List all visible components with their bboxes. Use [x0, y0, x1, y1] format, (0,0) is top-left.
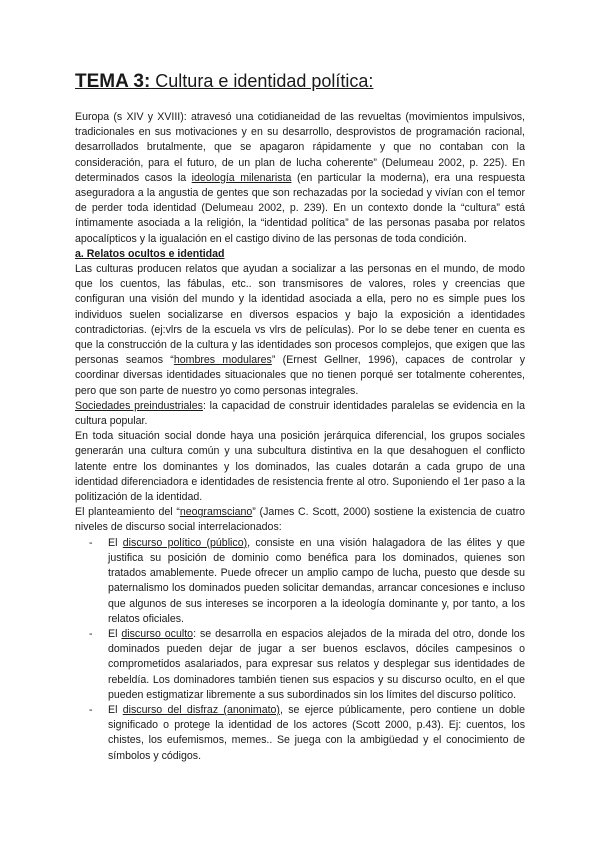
page-title	[75, 70, 373, 93]
title-tema: TEMA 3:	[75, 71, 151, 92]
list-item-text: , se ejerce públicamente, pero contiene un doble significado o protege la identidad de los actores (Scott 2000, p.43). Ej: cuentos, los chistes, los eufemismos, memes.. Se juega con la ambigüedad y el conocimiento de símbolos y códigos.	[108, 703, 525, 762]
dash-bullet: -	[89, 703, 93, 716]
paragraph-sociedades	[75, 399, 525, 429]
term-discurso-oculto: discurso oculto	[121, 627, 194, 640]
list-item	[75, 703, 525, 764]
discourse-list	[75, 536, 525, 764]
list-item	[75, 536, 525, 627]
term-sociedades-preindustriales: Sociedades preindustriales	[75, 399, 203, 412]
list-item-text: El	[108, 703, 123, 716]
list-item-text: El	[108, 536, 123, 549]
section-heading-a: a. Relatos ocultos e identidad	[75, 247, 225, 260]
paragraph-text: ” (Ernest Gellner, 1996), capaces de controlar y coordinar diversas identidades situacionales que no tienen porqué ser totalmente coherentes, pero que son parte de nuestro yo como personas integrales.	[75, 354, 526, 397]
term-hombres-modulares: hombres modulares	[173, 354, 272, 367]
term-discurso-disfraz: discurso del disfraz (anonimato)	[122, 703, 280, 716]
paragraph-planteamiento	[75, 505, 525, 535]
paragraph-text: (en particular la moderna), era una respuesta aseguradora a la angustia de gentes que son rechazadas por la sociedad y vivían con el temor de perder toda identidad (Delumeau 2002, p. 239). En un contexto donde la “cultura” está íntimamente asociada a la religión, la “identidad política” de las personas pasaba por relatos apocalípticos y la igualación en el castigo divino de las personas de toda condición.	[75, 171, 525, 245]
list-item-text: : se desarrolla en espacios alejados de la mirada del otro, donde los dominados pueden dejar de jugar a ser buenos esclavos, dóciles campesinos o comprometidos asalariados, para expresar sus relatos y desplegar sus identidades de rebeldía. Los dominadores también tienen sus espacios y su discurso oculto, en el que pueden estigmatizar libremente a sus subordinados sin los límites del discurso político.	[108, 627, 525, 701]
document-body	[75, 110, 525, 764]
title-topic: Cultura e identidad política:	[150, 71, 374, 91]
paragraph-culturas	[75, 262, 525, 399]
paragraph-europa	[75, 110, 525, 247]
dash-bullet: -	[89, 536, 93, 549]
paragraph-text: : la capacidad de construir identidades paralelas se evidencia en la cultura popular.	[75, 399, 526, 428]
paragraph-text: ” (James C. Scott, 2000) sostiene la existencia de cuatro niveles de discurso social interrelacionados:	[75, 506, 526, 534]
dash-bullet: -	[89, 627, 93, 640]
paragraph-text: Las culturas producen relatos que ayudan a socializar a las personas en el mundo, de modo que los cuentos, las fábulas, etc.. son transmisores de valores, roles y creencias que configuran una visión del mundo y la identidad asociada a ella, pero no es simple pues los individuos suelen socializarse en diversos espacios y bajo la exposición a identidades contradictorias. (ej:vlrs de la escuela vs vlrs de películas). Por lo se debe tener en cuenta es que la construcción de la cultura y las identidades son procesos complejos, que exigen que las personas seamos “	[75, 263, 525, 367]
term-discurso-politico: discurso político (público)	[122, 536, 248, 549]
paragraph-text: Europa (s XIV y XVIII): atravesó una cotidianeidad de las revueltas (movimientos impulsivos, tradicionales en sus motivaciones y en su desarrollo, desprovistos de programación racional, desarrollados brutalmente, que se apagaron rápidamente y que no contaban con la consideración, para el futuro, de un plan de lucha coherente” (Delumeau 2002, p. 225). En determinados casos la	[75, 111, 525, 184]
list-item-text: El	[108, 627, 122, 640]
paragraph-text: El planteamiento del “	[75, 506, 180, 519]
list-item	[75, 627, 525, 703]
paragraph-situacion-social: En toda situación social donde haya una posición jerárquica diferencial, los grupos sociales generarán una cultura común y una subcultura distintiva en la que desahoguen el conflicto latente entre los dominantes y los dominados, las cuales dotarán a cada grupo de una identidad diferenciadora e identidades de resistencia frente al otro. Suponiendo el 1er paso a la politización de la identidad.	[75, 430, 525, 504]
list-item-text: , consiste en una visión halagadora de las élites y que justifica su posición de dominio como benéfica para los dominados, quienes son tratados amablemente. Puede ofrecer un amplio campo de lucha, puesto que desde su paternalismo los dominados pueden solicitar demandas, arrancar concesiones e incluso que algunos de sus intereses se incorporen a la ideología dominante y, por tanto, a los relatos oficiales.	[108, 536, 526, 625]
term-ideologia-milenarista: ideología milenarista	[191, 171, 292, 184]
term-neogramsciano: neogramsciano	[179, 506, 253, 519]
